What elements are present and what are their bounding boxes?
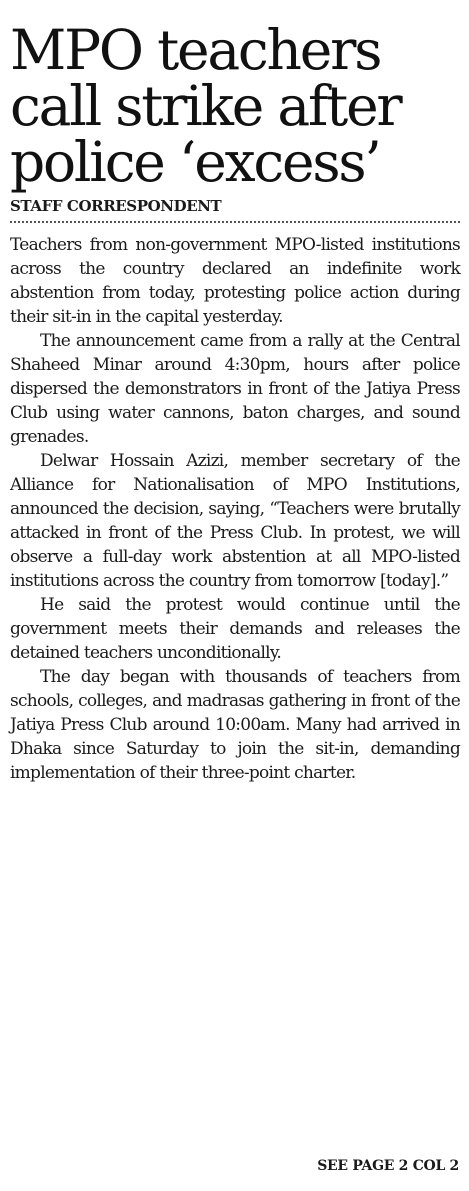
headline: MPO teachers call strike after police ‘excess’ (10, 18, 401, 194)
paragraph-4: He said the protest would continue until the government meets their demands and releases the detained teachers unconditionally. (10, 595, 460, 663)
paragraph-2: The announcement came from a rally at the Central Shaheed Minar around 4:30pm, hours after police dispersed the demonstrators in front of the Jatiya Press Club using water cannons, baton charges, and sound grenades. (10, 331, 460, 447)
paragraph-3: Delwar Hossain Azizi, member secretary of the Alliance for Nationalisation of MPO Institutions, announced the decision, saying, “Teachers were brutally attacked in front of the Press Club. In protest, we will observe a full-day work abstention at all MPO-listed institutions across the country from tomorrow [today].” (10, 451, 460, 591)
byline: STAFF CORRESPONDENT (10, 197, 460, 223)
continuation-jump-line: SEE PAGE 2 COL 2 (317, 1158, 459, 1174)
news-article (10, 0, 460, 785)
paragraph-1: Teachers from non-government MPO-listed institutions across the country declared an indefinite work abstention from today, protesting police action during their sit-in in the capital yesterday. (10, 235, 460, 327)
paragraph-5: The day began with thousands of teachers from schools, colleges, and madrasas gathering in front of the Jatiya Press Club around 10:00am. Many had arrived in Dhaka since Saturday to join the sit-in, demanding implementation of their three-point charter. (10, 667, 460, 783)
article-body (10, 233, 460, 785)
